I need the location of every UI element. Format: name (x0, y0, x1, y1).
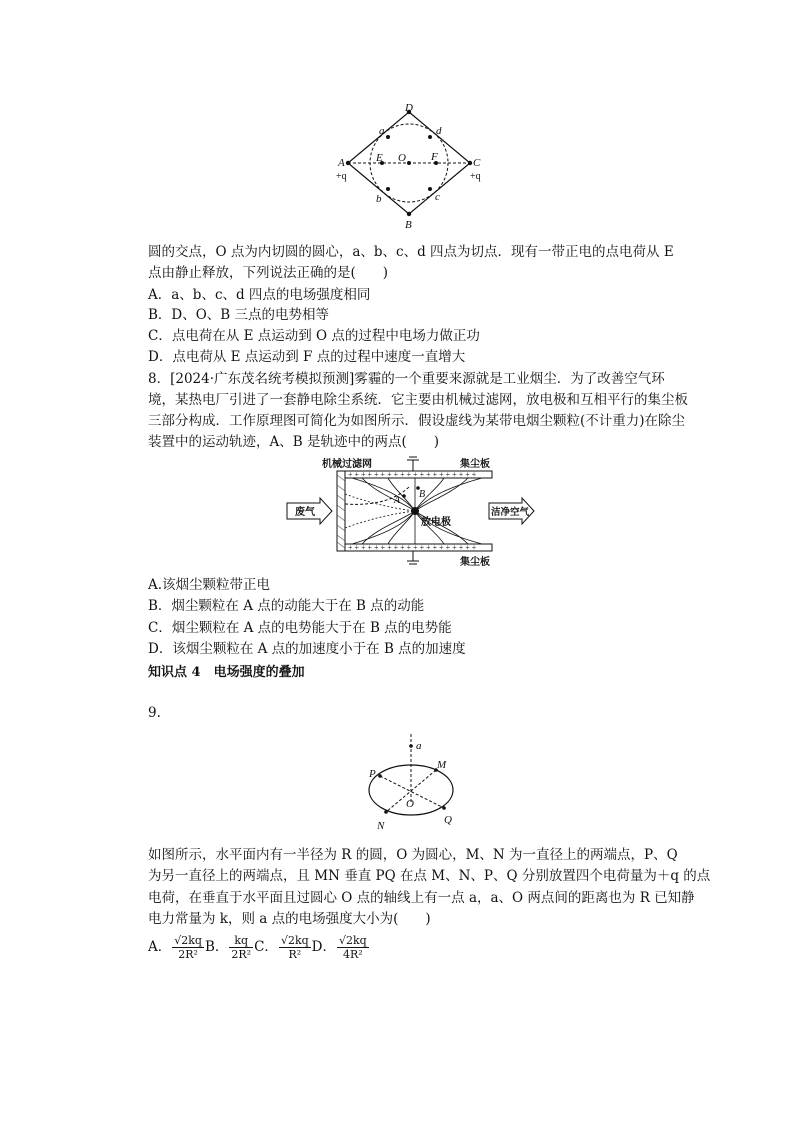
label-qA: +q (336, 171, 347, 182)
q7-line2: 点由静止释放，下列说法正确的是( ) (148, 265, 389, 281)
label-D: D (405, 102, 413, 114)
q9-line1: 如图所示，水平面内有一半径为 R 的圆，O 为圆心，M、N 为一直径上的两端点，P、Q (148, 847, 678, 863)
q9-option-a-label: A． (148, 939, 172, 955)
q9-option-b-denominator: 2R² (231, 948, 252, 961)
q9-option-a-denominator: 2R² (178, 948, 198, 961)
q8-option-b: B．烟尘颗粒在 A 点的动能大于在 B 点的动能 (148, 598, 425, 614)
q7-option-c: C．点电荷在从 E 点运动到 O 点的过程中电场力做正功 (148, 328, 480, 344)
svg-text:+ + + + + + + + + + + + + + +: + + + + + + + + + + + + + + + + + + + + (348, 470, 477, 479)
q9-option-d-numerator: √2kq (338, 934, 367, 947)
label-B: B (419, 489, 426, 500)
filter-mesh (337, 471, 345, 551)
q9-line3: 电荷，在垂直于水平面且过圆心 O 点的轴线上有一点 a，a、O 两点间的距离也为 R 已知静 (148, 890, 695, 906)
q9-option-c-fraction (279, 934, 311, 961)
figure-rhombus-circle (330, 102, 490, 232)
q9-line2: 为另一直径上的两端点，且 MN 垂直 PQ 在点 M、N、P、Q 分别放置四个电荷量为＋q 的点 (148, 868, 711, 884)
q9-option-c-denominator: R² (288, 948, 302, 961)
label-E: E (376, 152, 383, 164)
label-c: c (435, 191, 440, 203)
q9-option-d-fraction (337, 934, 369, 961)
label-C: C (473, 157, 481, 169)
q7-option-d: D．点电荷从 E 点运动到 F 点的过程中速度一直增大 (148, 349, 466, 365)
figure-circle-axis (360, 732, 470, 832)
q9-option-d-denominator: 4R² (342, 948, 363, 961)
q7-line1: 圆的交点，O 点为内切圆的圆心，a、b、c、d 四点为切点．现有一带正电的点电荷从 E (148, 244, 674, 260)
particle-trajectory (345, 486, 410, 504)
label-B: B (405, 219, 412, 231)
q9-option-a-numerator: √2kq (174, 934, 202, 947)
q9-option-d-label: D． (311, 939, 336, 955)
label-waste-gas: 废气 (295, 507, 315, 518)
q9-option-c-numerator: √2kq (280, 934, 309, 947)
label-M: M (437, 759, 447, 771)
label-A: A (338, 157, 345, 169)
label-filter: 机械过滤网 (322, 459, 372, 470)
q7-option-b: B．D、O、B 三点的电势相等 (148, 307, 330, 323)
q8-option-c: C．烟尘颗粒在 A 点的电势能大于在 B 点的电势能 (148, 620, 452, 636)
q9-option-a-fraction (172, 934, 204, 961)
label-b: b (376, 193, 382, 205)
label-electrode: 放电极 (421, 517, 451, 528)
q9-options (148, 932, 370, 962)
section-heading: 知识点 4 电场强度的叠加 (148, 665, 305, 680)
q8-line2: 境，某热电厂引进了一套静电除尘系统．它主要由机械过滤网，放电极和互相平行的集尘板 (148, 392, 688, 408)
label-plate-bottom: 集尘板 (460, 557, 490, 568)
q8-line4: 装置中的运动轨迹，A、B 是轨迹中的两点( ) (148, 434, 439, 450)
q9-option-c-label: C． (254, 939, 278, 955)
figure-precipitator (282, 454, 538, 570)
label-A: A (394, 495, 401, 506)
q9-line4: 电力常量为 k，则 a 点的电场强度大小为( ) (148, 911, 431, 927)
label-plate-top: 集尘板 (460, 459, 490, 470)
q7-option-a: A．a、b、c、d 四点的电场强度相同 (148, 287, 371, 303)
q9-number: 9. (148, 705, 161, 721)
q9-option-b-numerator: kq (229, 934, 253, 948)
label-a: a (416, 740, 422, 752)
label-qC: +q (470, 171, 481, 182)
q8-line3: 三部分构成．工作原理图可简化为如图所示．假设虚线为某带电烟尘颗粒(不计重力)在除尘 (148, 413, 686, 429)
q8-line1: 8．[2024·广东茂名统考模拟预测]雾霾的一个重要来源就是工业烟尘．为了改善空气环 (148, 371, 665, 387)
discharge-electrode (411, 507, 419, 515)
q8-option-a: A.该烟尘颗粒带正电 (148, 577, 271, 593)
label-Q: Q (444, 814, 452, 826)
label-P: P (369, 768, 376, 780)
q8-option-d: D．该烟尘颗粒在 A 点的加速度小于在 B 点的加速度 (148, 641, 466, 657)
label-a: a (379, 125, 385, 137)
q9-option-b-label: B． (204, 939, 229, 955)
label-O: O (398, 152, 406, 164)
label-N: N (377, 820, 385, 832)
q9-option-b-fraction (229, 934, 253, 961)
svg-text:+ + + + + + + + + + + + + + +: + + + + + + + + + + + + + + + + + + + + (348, 543, 477, 552)
label-d: d (436, 125, 442, 137)
label-O: O (406, 798, 414, 810)
label-F: F (431, 151, 438, 163)
label-clean-air: 洁净空气 (491, 508, 530, 518)
